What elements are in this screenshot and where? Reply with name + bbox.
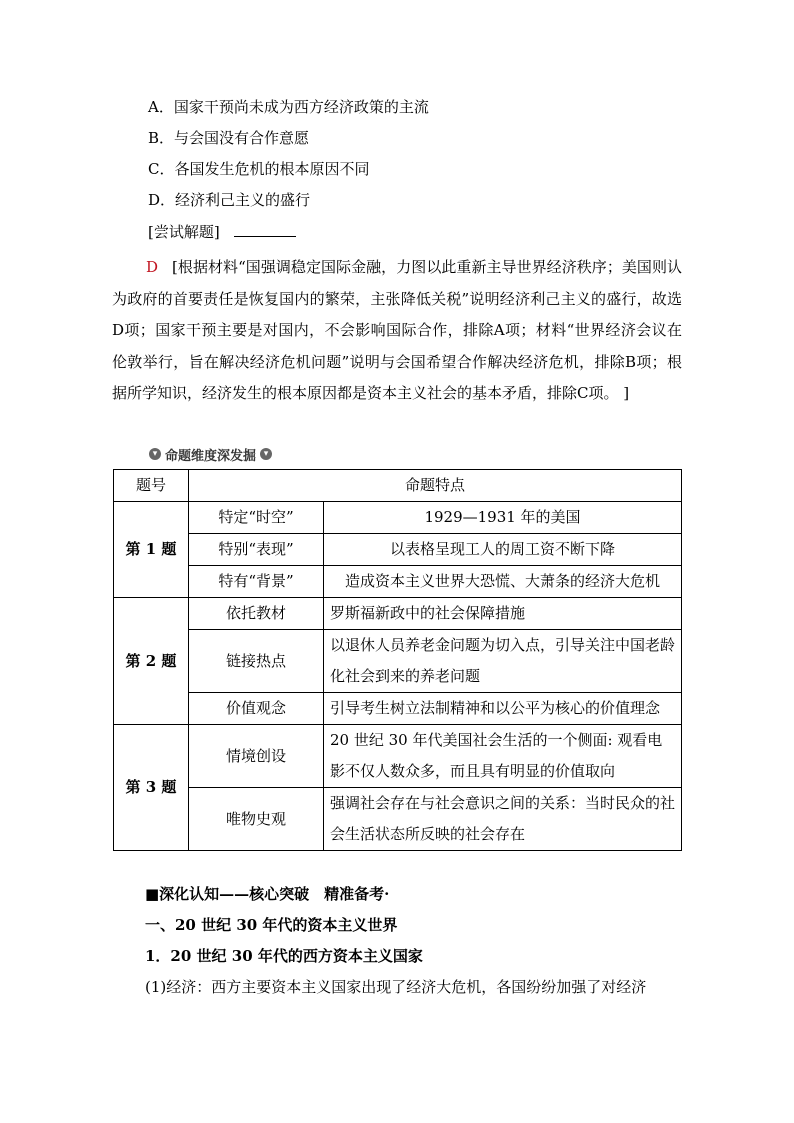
table-row (114, 630, 682, 693)
try-solve-label: [尝试解题] (148, 223, 220, 241)
explanation-text: [根据材料“国强调稳定国际金融，力图以此重新主导世界经济秩序；美国则认为政府的首要责任是恢复国内的繁荣，主张降低关税”说明经济利己主义的盛行，故选D项；国家干预主要是对国内，不会影响国际合作，排除A项；材料“世界经济会议在伦敦举行，旨在解决经济危机问题”说明与会国希望合作解决经济危机，排除B项；根据所学知识，经济发生的根本原因都是资本主义社会的基本矛盾，排除C项。 ] (112, 258, 682, 402)
feature-desc-cell: 罗斯福新政中的社会保障措施 (324, 598, 682, 630)
table-row (114, 502, 682, 534)
table-row (114, 598, 682, 630)
feature-label-cell: 情境创设 (189, 725, 324, 788)
header-cell: 命题特点 (189, 470, 682, 502)
feature-label-cell: 唯物史观 (189, 788, 324, 851)
option-b: B．与会国没有合作意愿 (148, 129, 310, 147)
table-header-row (114, 470, 682, 502)
question-number-cell: 第 3 题 (114, 725, 189, 851)
table-row (114, 725, 682, 788)
header-cell: 题号 (114, 470, 189, 502)
feature-label-cell: 依托教材 (189, 598, 324, 630)
answer-explanation (112, 252, 682, 410)
feature-desc-cell: 造成资本主义世界大恐慌、大萧条的经济大危机 (324, 566, 682, 598)
option-d: D．经济利己主义的盛行 (148, 191, 311, 209)
question-number-cell: 第 1 题 (114, 502, 189, 598)
chevron-down-icon: ▾ (149, 448, 161, 460)
try-solve-line (148, 222, 296, 242)
option-a: A．国家干预尚未成为西方经济政策的主流 (148, 98, 429, 116)
feature-label-cell: 特别“表现” (189, 534, 324, 566)
table-row (114, 534, 682, 566)
paragraph: (1)经济：西方主要资本主义国家出现了经济大危机，各国纷纷加强了对经济 (145, 978, 647, 996)
table-row (114, 566, 682, 598)
feature-label-cell: 特有“背景” (189, 566, 324, 598)
feature-label-cell: 特定“时空” (189, 502, 324, 534)
deep-section-title: ■深化认知——核心突破 精准备考· (145, 885, 390, 903)
feature-desc-cell: 以退休人员养老金问题为切入点，引导关注中国老龄化社会到来的养老问题 (324, 630, 682, 693)
question-number-cell: 第 2 题 (114, 598, 189, 725)
feature-desc-cell: 以表格呈现工人的周工资不断下降 (324, 534, 682, 566)
section-bar-label: 命题维度深发掘 (165, 448, 257, 464)
option-c: C．各国发生危机的根本原因不同 (148, 160, 370, 178)
feature-desc-cell: 1929—1931 年的美国 (324, 502, 682, 534)
table-row (114, 788, 682, 851)
feature-desc-cell: 引导考生树立法制精神和以公平为核心的价值理念 (324, 693, 682, 725)
answer-letter: D (146, 258, 159, 276)
features-table (113, 469, 682, 851)
chevron-down-icon: ▾ (260, 448, 272, 460)
feature-label-cell: 价值观念 (189, 693, 324, 725)
heading-2: 1．20 世纪 30 年代的西方资本主义国家 (145, 947, 423, 965)
feature-label-cell: 链接热点 (189, 630, 324, 693)
table-row (114, 693, 682, 725)
heading-1: 一、20 世纪 30 年代的资本主义世界 (145, 916, 398, 934)
answer-blank (234, 222, 296, 237)
feature-desc-cell: 强调社会存在与社会意识之间的关系：当时民众的社会生活状态所反映的社会存在 (324, 788, 682, 851)
feature-desc-cell: 20 世纪 30 年代美国社会生活的一个侧面: 观看电影不仅人数众多，而且具有明显的价值取向 (324, 725, 682, 788)
section-bar (145, 445, 276, 463)
